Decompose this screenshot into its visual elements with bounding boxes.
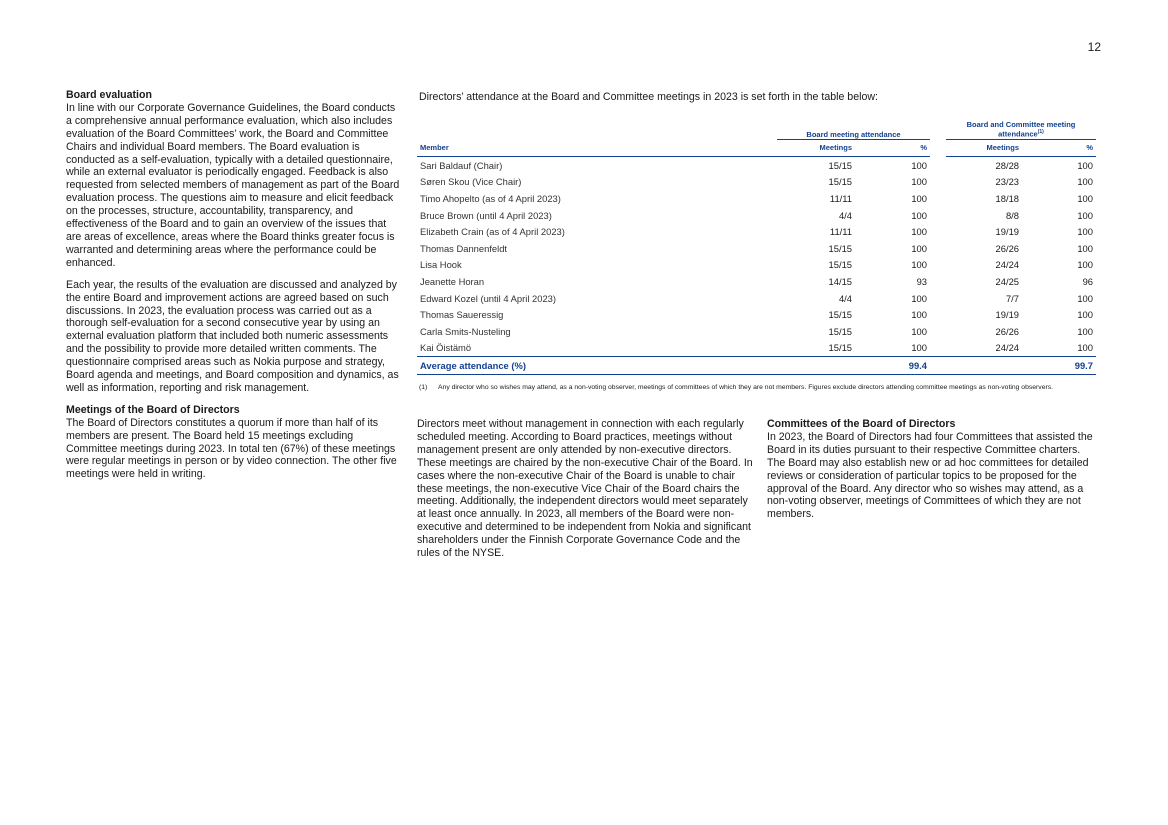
attendance-table xyxy=(417,120,1096,375)
member-name: Carla Smits-Nusteling xyxy=(420,325,511,337)
committee-percent: 100 xyxy=(1077,176,1093,188)
average-board-attendance: 99.4 xyxy=(855,357,930,375)
member-name: Elizabeth Crain (as of 4 April 2023) xyxy=(420,226,565,238)
board-percent: 100 xyxy=(911,226,927,238)
average-committee-attendance: 99.7 xyxy=(1022,357,1096,375)
page-number: 12 xyxy=(1087,40,1101,54)
board-meetings: 15/15 xyxy=(828,325,852,337)
board-meetings: 15/15 xyxy=(828,159,852,171)
committee-meetings: 19/19 xyxy=(995,309,1019,321)
table-row xyxy=(417,240,1096,257)
footnote-text: Any director who so wishes may attend, as a non-voting observer, meetings of committees of which they are not members. Figures exclude directors attending committee meetings as non-voting observers. xyxy=(438,384,1054,391)
board-meetings: 4/4 xyxy=(838,209,852,221)
meetings-heading: Meetings of the Board of Directors xyxy=(66,403,240,416)
table-footnote xyxy=(419,383,1099,392)
committee-percent-column-header: % xyxy=(1022,139,1096,157)
board-attendance-group-header: Board meeting attendance xyxy=(777,120,930,139)
member-name: Edward Kozel (until 4 April 2023) xyxy=(420,292,557,304)
board-meetings: 15/15 xyxy=(828,309,852,321)
non-executive-meetings-paragraph: Directors meet without management in connection with each regularly scheduled meeting. According to Board practices, meetings without management present are only attended by non-executive directors. These meetings are chaired by the non-executive Chair of the Board. In cases where the non-executive Chair of the Board is unable to chair these meetings, the non-executive Vice Chair of the Board chairs the meeting. Additionally, the independent directors would meet separately at least once annually. In 2023, all members of the Board were non-executive and determined to be independent from Nokia and significant shareholders under the Finnish Corporate Governance Code and the rules of the NYSE. xyxy=(417,418,753,560)
committees-paragraph: In 2023, the Board of Directors had four Committees that assisted the Board in its duties pursuant to their respective Committee charters. The Board may also establish new or ad hoc committees for detailed reviews or consideration of particular topics to be proposed for the approval of the Board. Any director who so wishes may attend, as a non-voting observer, meetings of Committees of which they are not members. xyxy=(767,430,1093,521)
member-name: Thomas Dannenfeldt xyxy=(420,242,508,254)
table-column-header-row xyxy=(417,139,1096,157)
table-row xyxy=(417,223,1096,240)
member-name: Søren Skou (Vice Chair) xyxy=(420,176,522,188)
committee-meetings: 26/26 xyxy=(995,325,1019,337)
board-evaluation-heading: Board evaluation xyxy=(66,89,152,101)
committee-percent: 100 xyxy=(1077,325,1093,337)
board-percent: 93 xyxy=(916,276,927,288)
member-name: Bruce Brown (until 4 April 2023) xyxy=(420,209,552,221)
member-name: Lisa Hook xyxy=(420,259,462,271)
footnote-mark: (1) xyxy=(419,384,428,391)
board-meetings-column-header: Meetings xyxy=(777,139,855,157)
table-row xyxy=(417,323,1096,340)
committee-percent: 100 xyxy=(1077,209,1093,221)
table-row xyxy=(417,157,1096,174)
meetings-paragraph: The Board of Directors constitutes a quorum if more than half of its members are present. The Board held 15 meetings excluding Committee meetings during 2023. In total ten (67%) of these meetings were regular meetings in person or by video connection. The other five meetings were held in writing. xyxy=(66,416,397,481)
board-percent: 100 xyxy=(911,176,927,188)
left-column xyxy=(66,89,402,481)
committee-meetings: 24/24 xyxy=(995,342,1019,354)
board-percent: 100 xyxy=(911,292,927,304)
committee-meetings: 7/7 xyxy=(1005,292,1019,304)
average-attendance-label: Average attendance (%) xyxy=(417,357,777,375)
committee-percent: 100 xyxy=(1077,242,1093,254)
committee-percent: 100 xyxy=(1077,159,1093,171)
table-row xyxy=(417,174,1096,191)
member-column-header: Member xyxy=(417,139,777,157)
board-percent: 100 xyxy=(911,193,927,205)
board-percent: 100 xyxy=(911,342,927,354)
board-percent-column-header: % xyxy=(855,139,930,157)
board-percent: 100 xyxy=(911,259,927,271)
committee-attendance-group-header: Board and Committee meeting attendance$^{(1)}$ xyxy=(946,120,1096,139)
board-evaluation-paragraph-2: Each year, the results of the evaluation are discussed and analyzed by the entire Board and improvement actions are agreed based on such discussions. In 2023, the evaluation process was carried out as a thorough self-evaluation for a second consecutive year by using an external evaluation platform that included both numeric assessments and the possibility to provide more detailed written comments. The questionnaire comprised areas such as Nokia purpose and strategy, Board agenda and meetings, and Board composition and dynamics, as well as information, reporting and risk management. xyxy=(66,278,399,394)
table-row xyxy=(417,306,1096,323)
committee-meetings: 26/26 xyxy=(995,242,1019,254)
committees-heading: Committees of the Board of Directors xyxy=(767,418,956,430)
average-attendance-row xyxy=(417,357,1096,375)
board-percent: 100 xyxy=(911,309,927,321)
board-meetings: 14/15 xyxy=(828,276,852,288)
board-meetings: 15/15 xyxy=(828,176,852,188)
table-group-header-row xyxy=(417,120,1096,139)
committee-meetings: 19/19 xyxy=(995,226,1019,238)
right-column xyxy=(767,418,1099,521)
table-row xyxy=(417,207,1096,224)
board-percent: 100 xyxy=(911,209,927,221)
committee-percent: 100 xyxy=(1077,226,1093,238)
member-name: Timo Ahopelto (as of 4 April 2023) xyxy=(420,193,561,205)
committee-percent: 100 xyxy=(1077,193,1093,205)
committee-percent: 100 xyxy=(1077,292,1093,304)
board-meetings: 11/11 xyxy=(829,226,852,238)
table-row xyxy=(417,340,1096,357)
committee-meetings: 24/24 xyxy=(995,259,1019,271)
board-percent: 100 xyxy=(911,325,927,337)
committee-meetings: 23/23 xyxy=(995,176,1019,188)
table-row xyxy=(417,273,1096,290)
middle-column xyxy=(417,418,753,560)
committee-percent: 100 xyxy=(1077,259,1093,271)
attendance-intro: Directors’ attendance at the Board and Committee meetings in 2023 is set forth in the table below: xyxy=(419,91,878,103)
board-meetings: 15/15 xyxy=(828,242,852,254)
table-row xyxy=(417,290,1096,307)
committee-meetings: 18/18 xyxy=(995,193,1019,205)
board-evaluation-paragraph-1: In line with our Corporate Governance Guidelines, the Board conducts a comprehensive annual performance evaluation, which also includes evaluation of the Board Committees’ work, the Board and Committee Chairs and individual Board members. The Board evaluation is conducted as a self-evaluation, typically with a detailed questionnaire, while an external evaluator is periodically engaged. Feedback is also requested from selected members of management as part of the Board evaluation process. The questions aim to measure and elicit feedback on the processes, structure, accountability, transparency, and effectiveness of the Board and to gain an overview of the issues that are areas of excellence, areas where the Board thinks greater focus is warranted and determining areas where the performance could be enhanced. xyxy=(66,101,400,269)
committee-meetings: 24/25 xyxy=(995,276,1019,288)
board-meetings: 11/11 xyxy=(829,193,852,205)
board-percent: 100 xyxy=(911,242,927,254)
committee-percent: 96 xyxy=(1082,276,1093,288)
member-name: Sari Baldauf (Chair) xyxy=(420,159,503,171)
committee-meetings: 8/8 xyxy=(1005,209,1019,221)
table-row xyxy=(417,190,1096,207)
committee-meetings-column-header: Meetings xyxy=(946,139,1022,157)
member-name: Kai Öistämö xyxy=(420,342,472,354)
committee-percent: 100 xyxy=(1077,342,1093,354)
board-meetings: 15/15 xyxy=(828,342,852,354)
table-row xyxy=(417,257,1096,274)
board-meetings: 15/15 xyxy=(828,259,852,271)
member-name: Thomas Saueressig xyxy=(420,309,504,321)
committee-meetings: 28/28 xyxy=(995,159,1019,171)
board-percent: 100 xyxy=(911,159,927,171)
committee-percent: 100 xyxy=(1077,309,1093,321)
member-name: Jeanette Horan xyxy=(420,276,485,288)
footnote-reference: (1) xyxy=(1037,129,1044,135)
board-meetings: 4/4 xyxy=(838,292,852,304)
